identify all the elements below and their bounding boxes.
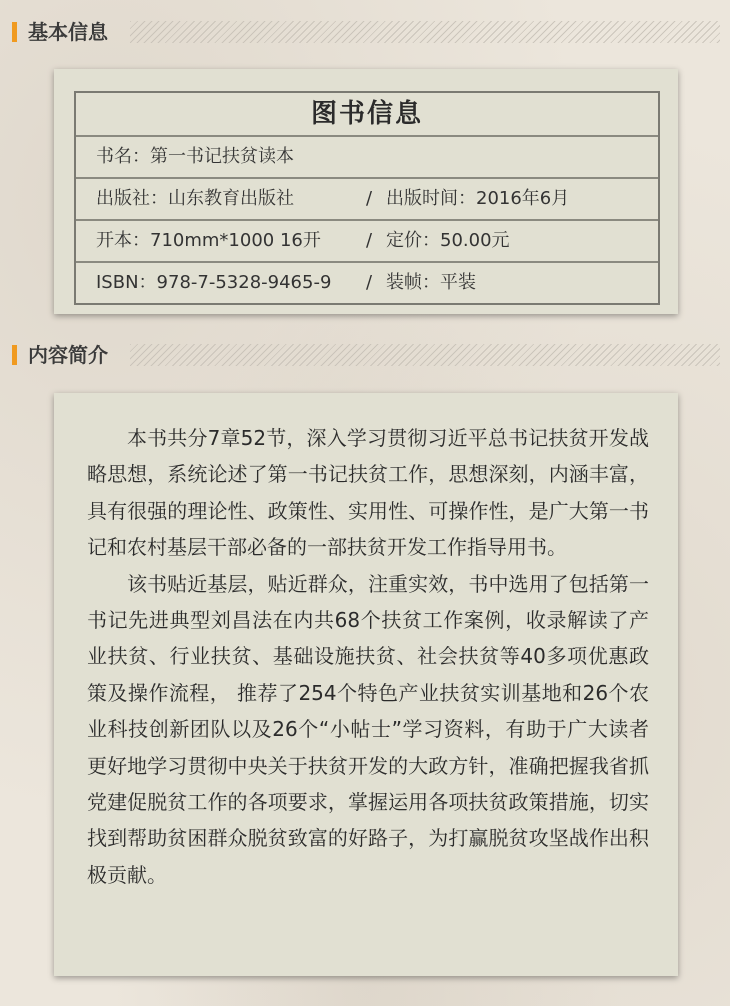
separator: /: [366, 188, 373, 209]
book-info-title: 图书信息: [76, 93, 658, 137]
content-intro-card: [54, 393, 678, 976]
publisher: 出版社：山东教育出版社: [96, 188, 294, 209]
intro-paragraph: 本书共分7章52节，深入学习贯彻习近平总书记扶贫开发战略思想，系统论述了第一书记扶贫工作，思想深刻，内涵丰富，具有很强的理论性、政策性、实用性、可操作性，是广大第一书记和农村基层干部必备的一部扶贫开发工作指导用书。: [87, 426, 649, 560]
hatch-divider: [130, 344, 720, 366]
section-title: 基本信息: [28, 20, 108, 44]
book-price: 定价：50.00元: [386, 230, 510, 251]
book-info-card: [54, 69, 678, 314]
info-row-format: [76, 221, 658, 263]
info-row-publisher: [76, 179, 658, 221]
binding: 装帧：平装: [386, 272, 476, 293]
intro-paragraph: 该书贴近基层，贴近群众，注重实效，书中选用了包括第一书记先进典型刘昌法在内共68个扶贫工作案例，收录解读了产业扶贫、行业扶贫、基础设施扶贫、社会扶贫等40多项优惠政策及操作流程， 推荐了254个特色产业扶贫实训基地和26个农业科技创新团队以及26个“小帖士”学习资料，有助于广大读者更好地学习贯彻中央关于扶贫开发的大政方针，准确把握我省抓党建促脱贫工作的各项要求，掌握运用各项扶贫政策措施，切实找到帮助贫困群众脱贫致富的好路子，为打赢脱贫攻坚战作出积极贡献。: [87, 571, 649, 887]
isbn: ISBN：978-7-5328-9465-9: [96, 272, 332, 293]
separator: /: [366, 272, 373, 293]
content-text: [87, 420, 649, 893]
book-info-table: [74, 91, 660, 305]
info-row-isbn: [76, 263, 658, 303]
section-title: 内容简介: [28, 343, 108, 367]
book-format: 开本：710mm*1000 16开: [96, 230, 321, 251]
section-header-intro: [0, 337, 730, 373]
section-header-basic-info: [0, 14, 730, 50]
section-accent-bar: [12, 345, 17, 365]
separator: /: [366, 230, 373, 251]
section-accent-bar: [12, 22, 17, 42]
info-row-title: [76, 137, 658, 179]
hatch-divider: [130, 21, 720, 43]
publish-date: 出版时间：2016年6月: [386, 188, 570, 209]
book-name: 书名：第一书记扶贫读本: [96, 146, 294, 167]
